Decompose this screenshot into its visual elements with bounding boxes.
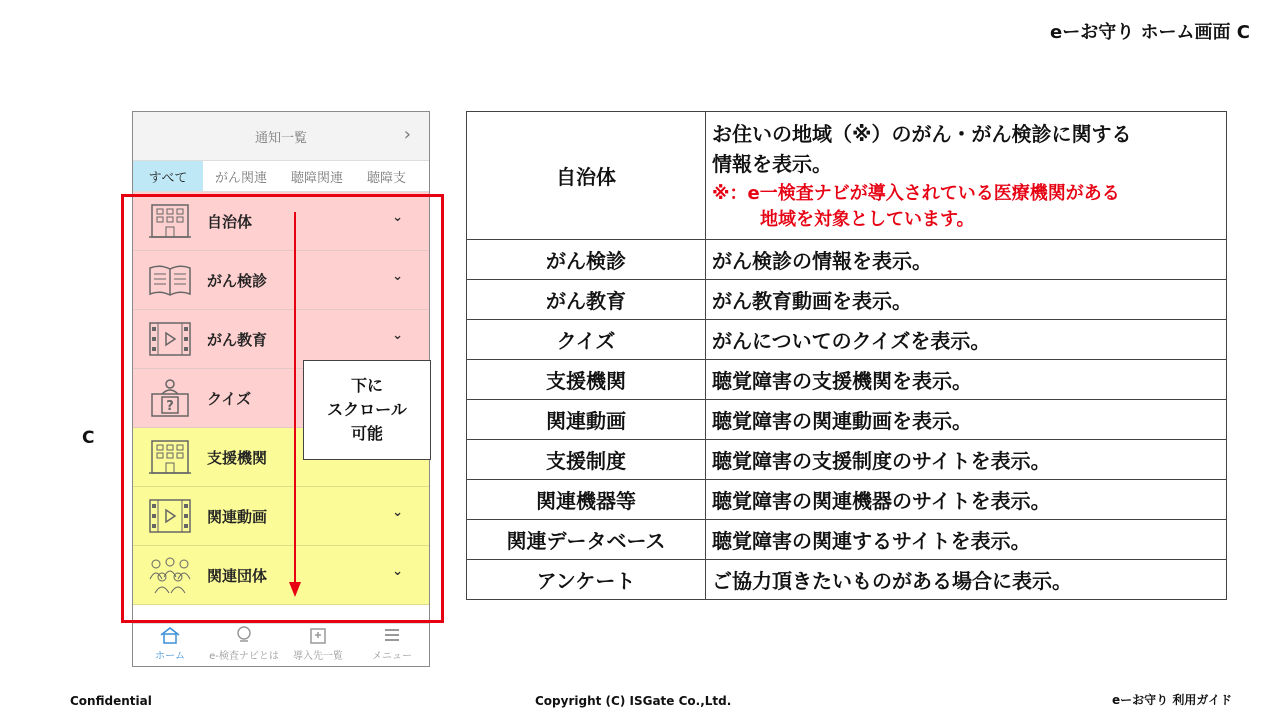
navi-icon	[233, 626, 255, 644]
table-row	[467, 280, 1227, 320]
table-desc: がんについてのクイズを表示。	[706, 320, 1227, 360]
category-tabs	[133, 161, 429, 192]
table-key: アンケート	[467, 560, 706, 600]
table-desc: がん検診の情報を表示。	[706, 240, 1227, 280]
table-row	[467, 520, 1227, 560]
footer-guide-title: eーお守り 利用ガイド	[1112, 693, 1232, 707]
table-desc: がん教育動画を表示。	[706, 280, 1227, 320]
table-key: 自治体	[467, 112, 706, 240]
home-icon	[159, 626, 181, 644]
nav-label: e-検査ナビとは	[209, 651, 279, 662]
list-item-label: がん検診	[207, 271, 268, 290]
list-item-label: 自治体	[207, 212, 253, 231]
table-desc: ご協力頂きたいものがある場合に表示。	[706, 560, 1227, 600]
nav-label: 導入先一覧	[293, 651, 343, 662]
table-row	[467, 112, 1227, 240]
hospital-icon	[307, 626, 329, 644]
table-key: 関連機器等	[467, 480, 706, 520]
table-key: クイズ	[467, 320, 706, 360]
tab-all[interactable]: すべて	[133, 161, 203, 191]
page-title: eーお守り ホーム画面 C	[1050, 22, 1250, 43]
nav-home[interactable]	[133, 624, 207, 666]
table-key: 関連データベース	[467, 520, 706, 560]
table-desc: 聴覚障害の関連機器のサイトを表示。	[706, 480, 1227, 520]
desc-note: ※：e一検査ナビが導入されている医療機関がある	[712, 182, 1120, 204]
table-key: がん教育	[467, 280, 706, 320]
table-desc	[706, 112, 1227, 240]
table-key: 関連動画	[467, 400, 706, 440]
nav-facilities[interactable]	[281, 624, 355, 666]
bottom-navigation	[133, 623, 429, 666]
scroll-hint-callout	[303, 360, 431, 460]
table-row	[467, 360, 1227, 400]
desc-line: お住いの地域（※）のがん・がん検診に関する	[712, 121, 1132, 146]
desc-note: 地域を対象としています。	[760, 208, 975, 230]
notification-list-bar[interactable]	[133, 112, 429, 161]
footer-confidential: Confidential	[70, 694, 152, 708]
list-item-label: 関連動画	[207, 507, 268, 526]
table-row	[467, 240, 1227, 280]
table-row	[467, 320, 1227, 360]
desc-line: 情報を表示。	[712, 151, 832, 176]
table-row	[467, 440, 1227, 480]
list-item-label: がん教育	[207, 330, 268, 349]
arrow-down-icon	[288, 212, 302, 597]
chevron-down-icon: ⌄	[392, 328, 403, 343]
tab-hearing-support[interactable]: 聴障支	[367, 170, 407, 186]
footer-copyright: Copyright (C) ISGate Co.,Ltd.	[535, 694, 732, 708]
table-desc: 聴覚障害の関連動画を表示。	[706, 400, 1227, 440]
svg-text:?: ?	[166, 399, 174, 414]
chevron-down-icon: ⌄	[392, 564, 403, 579]
nav-menu[interactable]	[355, 624, 429, 666]
nav-label: ホーム	[155, 651, 185, 662]
feature-description-table	[466, 111, 1227, 600]
table-desc: 聴覚障害の関連するサイトを表示。	[706, 520, 1227, 560]
chevron-down-icon: ⌄	[392, 269, 403, 284]
table-desc: 聴覚障害の支援機関を表示。	[706, 360, 1227, 400]
chevron-down-icon: ⌄	[392, 505, 403, 520]
callout-line: 下に	[350, 376, 383, 395]
list-item-label: 関連団体	[207, 566, 268, 585]
tab-hearing[interactable]: 聴障関連	[291, 170, 344, 186]
tab-cancer[interactable]: がん関連	[215, 170, 268, 186]
table-key: 支援機関	[467, 360, 706, 400]
notification-list-label: 通知一覧	[254, 130, 307, 146]
table-row	[467, 480, 1227, 520]
nav-about[interactable]	[207, 624, 281, 666]
list-item-label: クイズ	[207, 389, 252, 408]
list-item-label: 支援機関	[207, 448, 268, 467]
section-label: C	[82, 428, 95, 448]
menu-icon	[381, 626, 403, 644]
table-key: がん検診	[467, 240, 706, 280]
chevron-right-icon: ›	[403, 124, 411, 145]
callout-line: スクロール	[327, 400, 407, 419]
callout-line: 可能	[350, 424, 383, 443]
table-key: 支援制度	[467, 440, 706, 480]
nav-label: メニュー	[372, 651, 412, 662]
table-row	[467, 560, 1227, 600]
table-desc: 聴覚障害の支援制度のサイトを表示。	[706, 440, 1227, 480]
chevron-down-icon: ⌄	[392, 210, 403, 225]
table-row	[467, 400, 1227, 440]
